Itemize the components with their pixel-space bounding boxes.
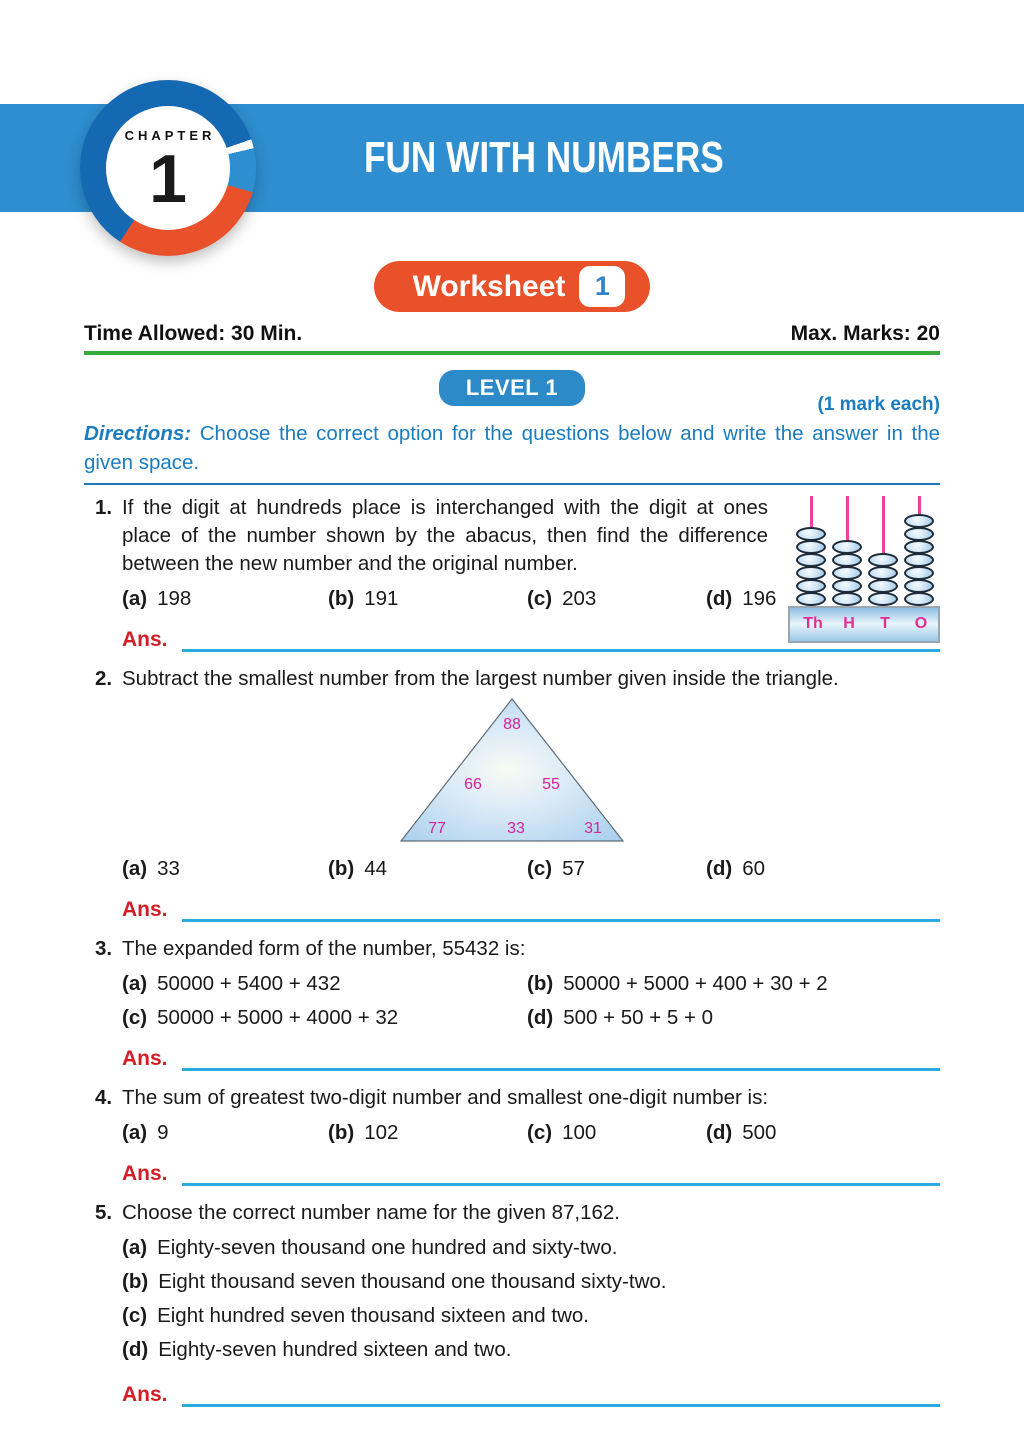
option-a: (a) 198 (122, 587, 192, 610)
option-b: (b) 44 (328, 857, 387, 880)
question-3 (84, 935, 940, 1071)
abacus-bead (796, 579, 826, 593)
answer-label: Ans. (122, 1047, 168, 1070)
question-5 (84, 1199, 940, 1407)
question-2 (84, 665, 940, 922)
answer-label: Ans. (122, 898, 168, 921)
option-c: (c) 57 (527, 857, 585, 880)
chapter-number: 1 (149, 141, 187, 217)
question-text: Choose the correct number name for the given 87,162. (122, 1201, 620, 1224)
abacus-bead (904, 579, 934, 593)
abacus-bead (904, 553, 934, 567)
abacus-bead (796, 553, 826, 567)
abacus-bead (796, 592, 826, 606)
directions-divider (84, 483, 940, 485)
worksheet-label: Worksheet (412, 269, 566, 303)
abacus-bead (868, 592, 898, 606)
question-text: The expanded form of the number, 55432 is: (122, 937, 526, 960)
question-number: 5. (95, 1201, 113, 1224)
max-marks: Max. Marks: 20 (790, 322, 940, 345)
options-row (122, 1119, 940, 1147)
abacus-ones-beads (904, 515, 934, 606)
answer-blank-q5[interactable] (182, 1383, 940, 1407)
option-c: (c) 100 (527, 1121, 597, 1144)
option-b: (b) 50000 + 5000 + 400 + 30 + 2 (527, 972, 828, 995)
worksheet-content (84, 419, 940, 1420)
option-a: (a) Eighty-seven thousand one hundred and sixty-two. (122, 1236, 618, 1259)
triangle-number-bottom-center: 33 (507, 820, 525, 837)
chapter-badge (80, 80, 256, 256)
question-text: The sum of greatest two-digit number and smallest one-digit number is: (122, 1086, 769, 1109)
answer-blank-q4[interactable] (182, 1162, 940, 1186)
abacus-bead (832, 566, 862, 580)
option-b: (b) 102 (328, 1121, 399, 1144)
directions-label: Directions: (84, 422, 192, 445)
option-d: (d) 196 (706, 587, 777, 610)
abacus-bead (904, 592, 934, 606)
answer-blank-q3[interactable] (182, 1047, 940, 1071)
abacus-col-label-h: H (843, 615, 855, 632)
directions (84, 419, 940, 477)
time-allowed: Time Allowed: 30 Min. (84, 322, 303, 345)
answer-row (122, 1047, 940, 1071)
triangle-number-top: 88 (503, 716, 521, 733)
option-d: (d) Eighty-seven hundred sixteen and two. (122, 1338, 512, 1361)
option-b: (b) 191 (328, 587, 399, 610)
abacus-bead (832, 553, 862, 567)
abacus-col-label-t: T (880, 615, 890, 632)
answer-label: Ans. (122, 1383, 168, 1406)
option-d: (d) 500 + 50 + 5 + 0 (527, 1006, 714, 1029)
chapter-badge-inner (106, 106, 230, 230)
option-c: (c) 50000 + 5000 + 4000 + 32 (122, 1006, 399, 1029)
option-a: (a) 33 (122, 857, 180, 880)
abacus-bead (904, 527, 934, 541)
question-number: 3. (95, 937, 113, 960)
question-4 (84, 1084, 940, 1186)
triangle-number-mid-left: 66 (464, 776, 482, 793)
option-d: (d) 500 (706, 1121, 777, 1144)
triangle-graphic (399, 697, 625, 848)
triangle-number-mid-right: 55 (542, 776, 560, 793)
option-c: (c) Eight hundred seven thousand sixteen and two. (122, 1304, 590, 1327)
worksheet-badge (374, 261, 650, 312)
meta-row (84, 322, 940, 346)
answer-blank-q2[interactable] (182, 898, 940, 922)
green-divider (84, 351, 940, 355)
abacus-bead (868, 579, 898, 593)
abacus-hundreds-beads (832, 541, 862, 606)
option-c: (c) 203 (527, 587, 597, 610)
triangle-number-bottom-left: 77 (428, 820, 446, 837)
abacus-base (788, 606, 940, 643)
answer-row (122, 1162, 940, 1186)
abacus-col-label-th: Th (803, 615, 823, 632)
chapter-title: FUN WITH NUMBERS (364, 133, 724, 182)
abacus-bead (904, 540, 934, 554)
question-text: If the digit at hundreds place is interchanged with the digit at ones place of the number shown by the abacus, then find the difference between the new number and the original number. (122, 496, 768, 575)
option-a: (a) 50000 + 5400 + 432 (122, 972, 341, 995)
option-d: (d) 60 (706, 857, 765, 880)
abacus-bead (904, 566, 934, 580)
answer-row (122, 1383, 940, 1407)
answer-row (122, 898, 940, 922)
option-a: (a) 9 (122, 1121, 169, 1144)
level-row (84, 368, 940, 414)
answer-label: Ans. (122, 628, 168, 651)
abacus-col-label-o: O (914, 615, 928, 632)
abacus-graphic (788, 496, 940, 643)
question-number: 4. (95, 1086, 113, 1109)
abacus-bead (868, 566, 898, 580)
abacus-bead (796, 527, 826, 541)
abacus-bead (904, 514, 934, 528)
question-number: 2. (95, 667, 113, 690)
worksheet-number: 1 (594, 271, 610, 301)
options-row (122, 855, 940, 883)
options-grid (122, 970, 940, 1032)
abacus-bead (868, 553, 898, 567)
question-text: Subtract the smallest number from the largest number given inside the triangle. (122, 667, 839, 690)
question-1 (84, 494, 940, 652)
question-number: 1. (95, 496, 113, 519)
directions-text: Choose the correct option for the questions below and write the answer in the given space. (84, 422, 941, 474)
answer-label: Ans. (122, 1162, 168, 1185)
marks-note: (1 mark each) (817, 394, 940, 415)
abacus-thousands-beads (796, 528, 826, 606)
level-badge: LEVEL 1 (439, 370, 585, 406)
abacus-bead (796, 566, 826, 580)
triangle-number-bottom-right: 31 (584, 820, 602, 837)
abacus-bead (832, 592, 862, 606)
options-list (122, 1234, 940, 1364)
abacus-tens-beads (868, 554, 898, 606)
option-b: (b) Eight thousand seven thousand one thousand sixty-two. (122, 1270, 667, 1293)
abacus-bead (796, 540, 826, 554)
chapter-label: CHAPTER (124, 128, 216, 143)
abacus-bead (832, 579, 862, 593)
worksheet-number-box (579, 266, 625, 307)
abacus-bead (832, 540, 862, 554)
